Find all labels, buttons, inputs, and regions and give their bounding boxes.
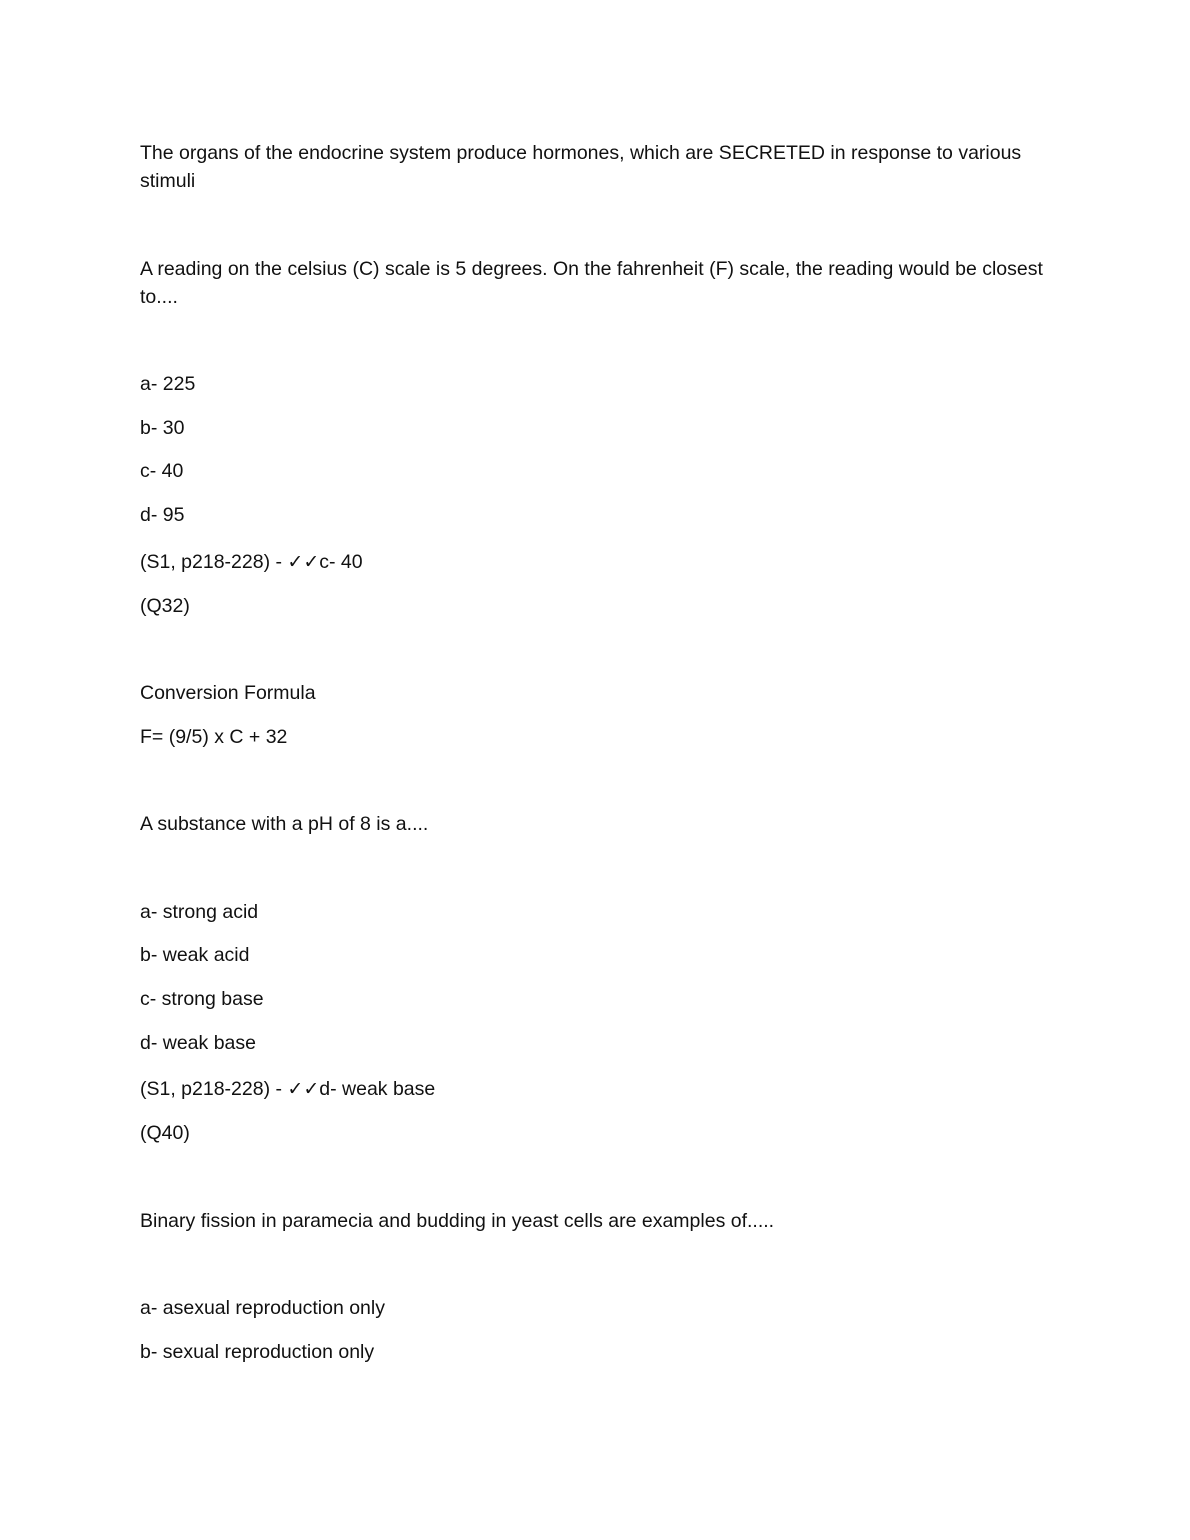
q32-option-b: b- 30 (140, 417, 185, 439)
intro-paragraph: The organs of the endocrine system produce hormones, which are SECRETED in response to various stimuli (140, 142, 1022, 192)
q40-answer-text: d- weak base (319, 1078, 436, 1100)
q40-option-a: a- strong acid (140, 901, 259, 923)
formula-title: Conversion Formula (140, 682, 316, 704)
q40-question-id: (Q40) (140, 1122, 190, 1144)
double-check-icon: ✓✓ (287, 1078, 320, 1100)
q32-answer-ref: (S1, p218-228) - (140, 551, 288, 573)
q-next-option-a: a- asexual reproduction only (140, 1297, 385, 1319)
q40-option-c: c- strong base (140, 988, 264, 1010)
q40-option-d: d- weak base (140, 1032, 256, 1054)
formula-equation: F= (9/5) x C + 32 (140, 726, 288, 748)
q32-answer-text: c- 40 (319, 551, 363, 573)
q-next-option-b: b- sexual reproduction only (140, 1341, 375, 1363)
q32-option-d: d- 95 (140, 504, 185, 526)
question-q32: A reading on the celsius (C) scale is 5 degrees. On the fahrenheit (F) scale, the reading would be closest to.... (140, 258, 1043, 308)
q32-option-a: a- 225 (140, 373, 196, 395)
q32-question-id: (Q32) (140, 595, 190, 617)
q32-answer-line (140, 548, 1050, 576)
q32-option-c: c- 40 (140, 460, 184, 482)
question-q40: A substance with a pH of 8 is a.... (140, 813, 429, 835)
q40-answer-line (140, 1075, 1050, 1103)
question-binary-fission: Binary fission in paramecia and budding in yeast cells are examples of..... (140, 1210, 775, 1232)
q40-option-b: b- weak acid (140, 944, 250, 966)
double-check-icon: ✓✓ (287, 551, 320, 573)
q40-answer-ref: (S1, p218-228) - (140, 1078, 288, 1100)
